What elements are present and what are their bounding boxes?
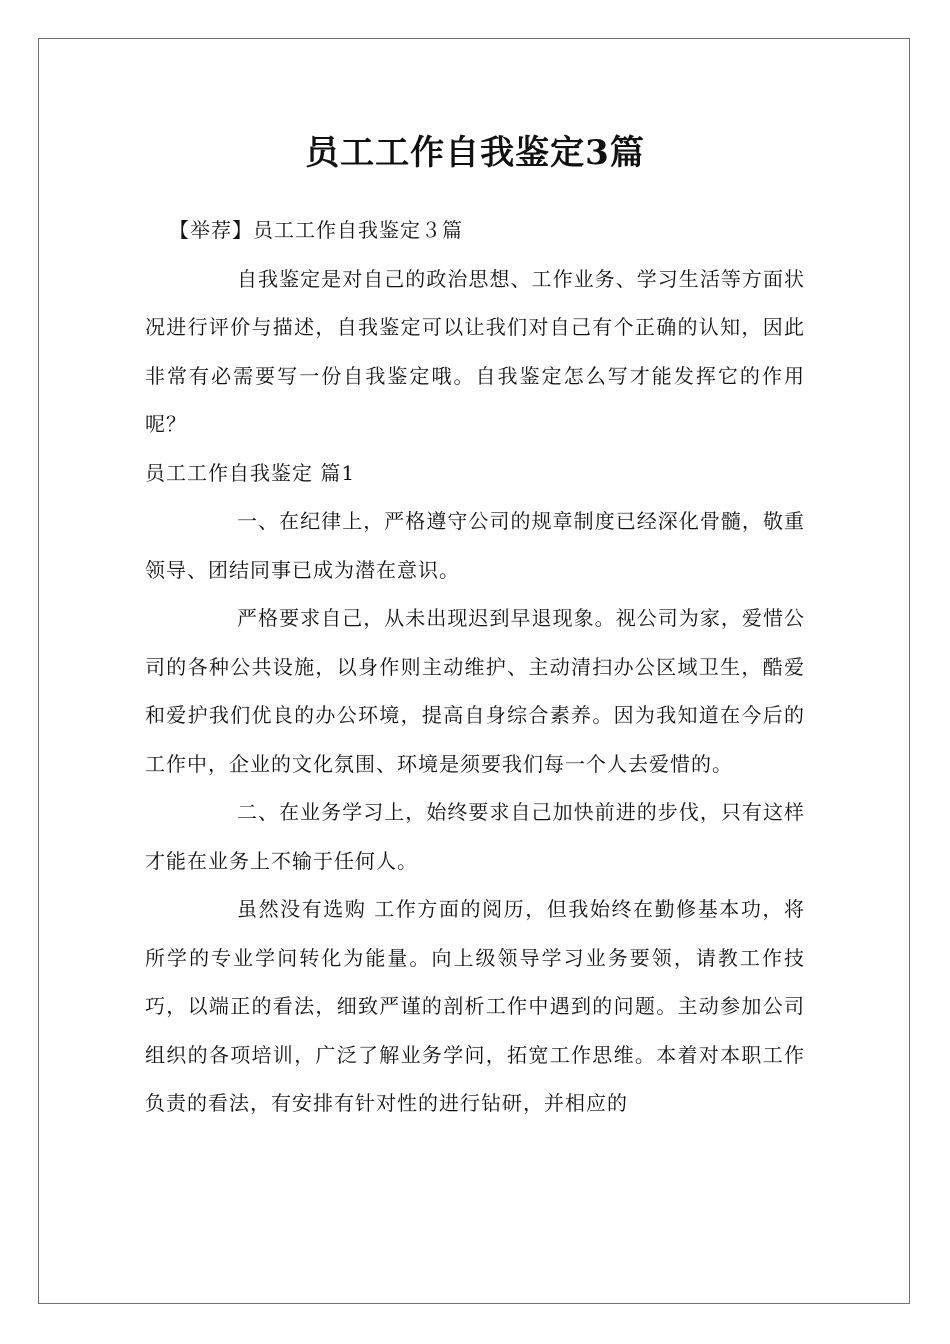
body-paragraph: 严格要求自己，从未出现迟到早退现象。视公司为家，爱惜公司的各种公共设施，以身作则主动维护、主动清扫办公区域卫生，酷爱和爱护我们优良的办公环境，提高自身综合素养。因为我知道在今后的工作中，企业的文化氛围、环境是须要我们每一个人去爱惜的。	[145, 606, 805, 776]
body-paragraph: 虽然没有选购 工作方面的阅历，但我始终在勤修基本功，将所学的专业学问转化为能量。向上级领导学习业务要领，请教工作技巧，以端正的看法，细致严谨的剖析工作中遇到的问题。主动参加公司组织的各项培训，广泛了解业务学问，拓宽工作思维。本着对本职工作负责的看法，有安排有针对性的进行钻研，并相应的	[145, 897, 805, 1115]
section-heading: 员工工作自我鉴定 篇1	[145, 460, 356, 485]
intro-paragraph: 自我鉴定是对自己的政治思想、工作业务、学习生活等方面状况进行评价与描述，自我鉴定可以让我们对自己有个正确的认知，因此非常有必需要写一份自我鉴定哦。自我鉴定怎么写才能发挥它的作用呢？	[145, 266, 805, 436]
body-paragraph: 一、在纪律上，严格遵守公司的规章制度已经深化骨髓，敬重领导、团结同事已成为潜在意识。	[145, 509, 805, 582]
document-body	[145, 206, 805, 1128]
document-title: 员工工作自我鉴定3篇	[305, 133, 645, 173]
body-paragraph: 二、在业务学习上，始终要求自己加快前进的步伐，只有这样才能在业务上不输于任何人。	[145, 800, 805, 873]
recommend-line: 【举荐】员工工作自我鉴定３篇	[169, 218, 463, 242]
